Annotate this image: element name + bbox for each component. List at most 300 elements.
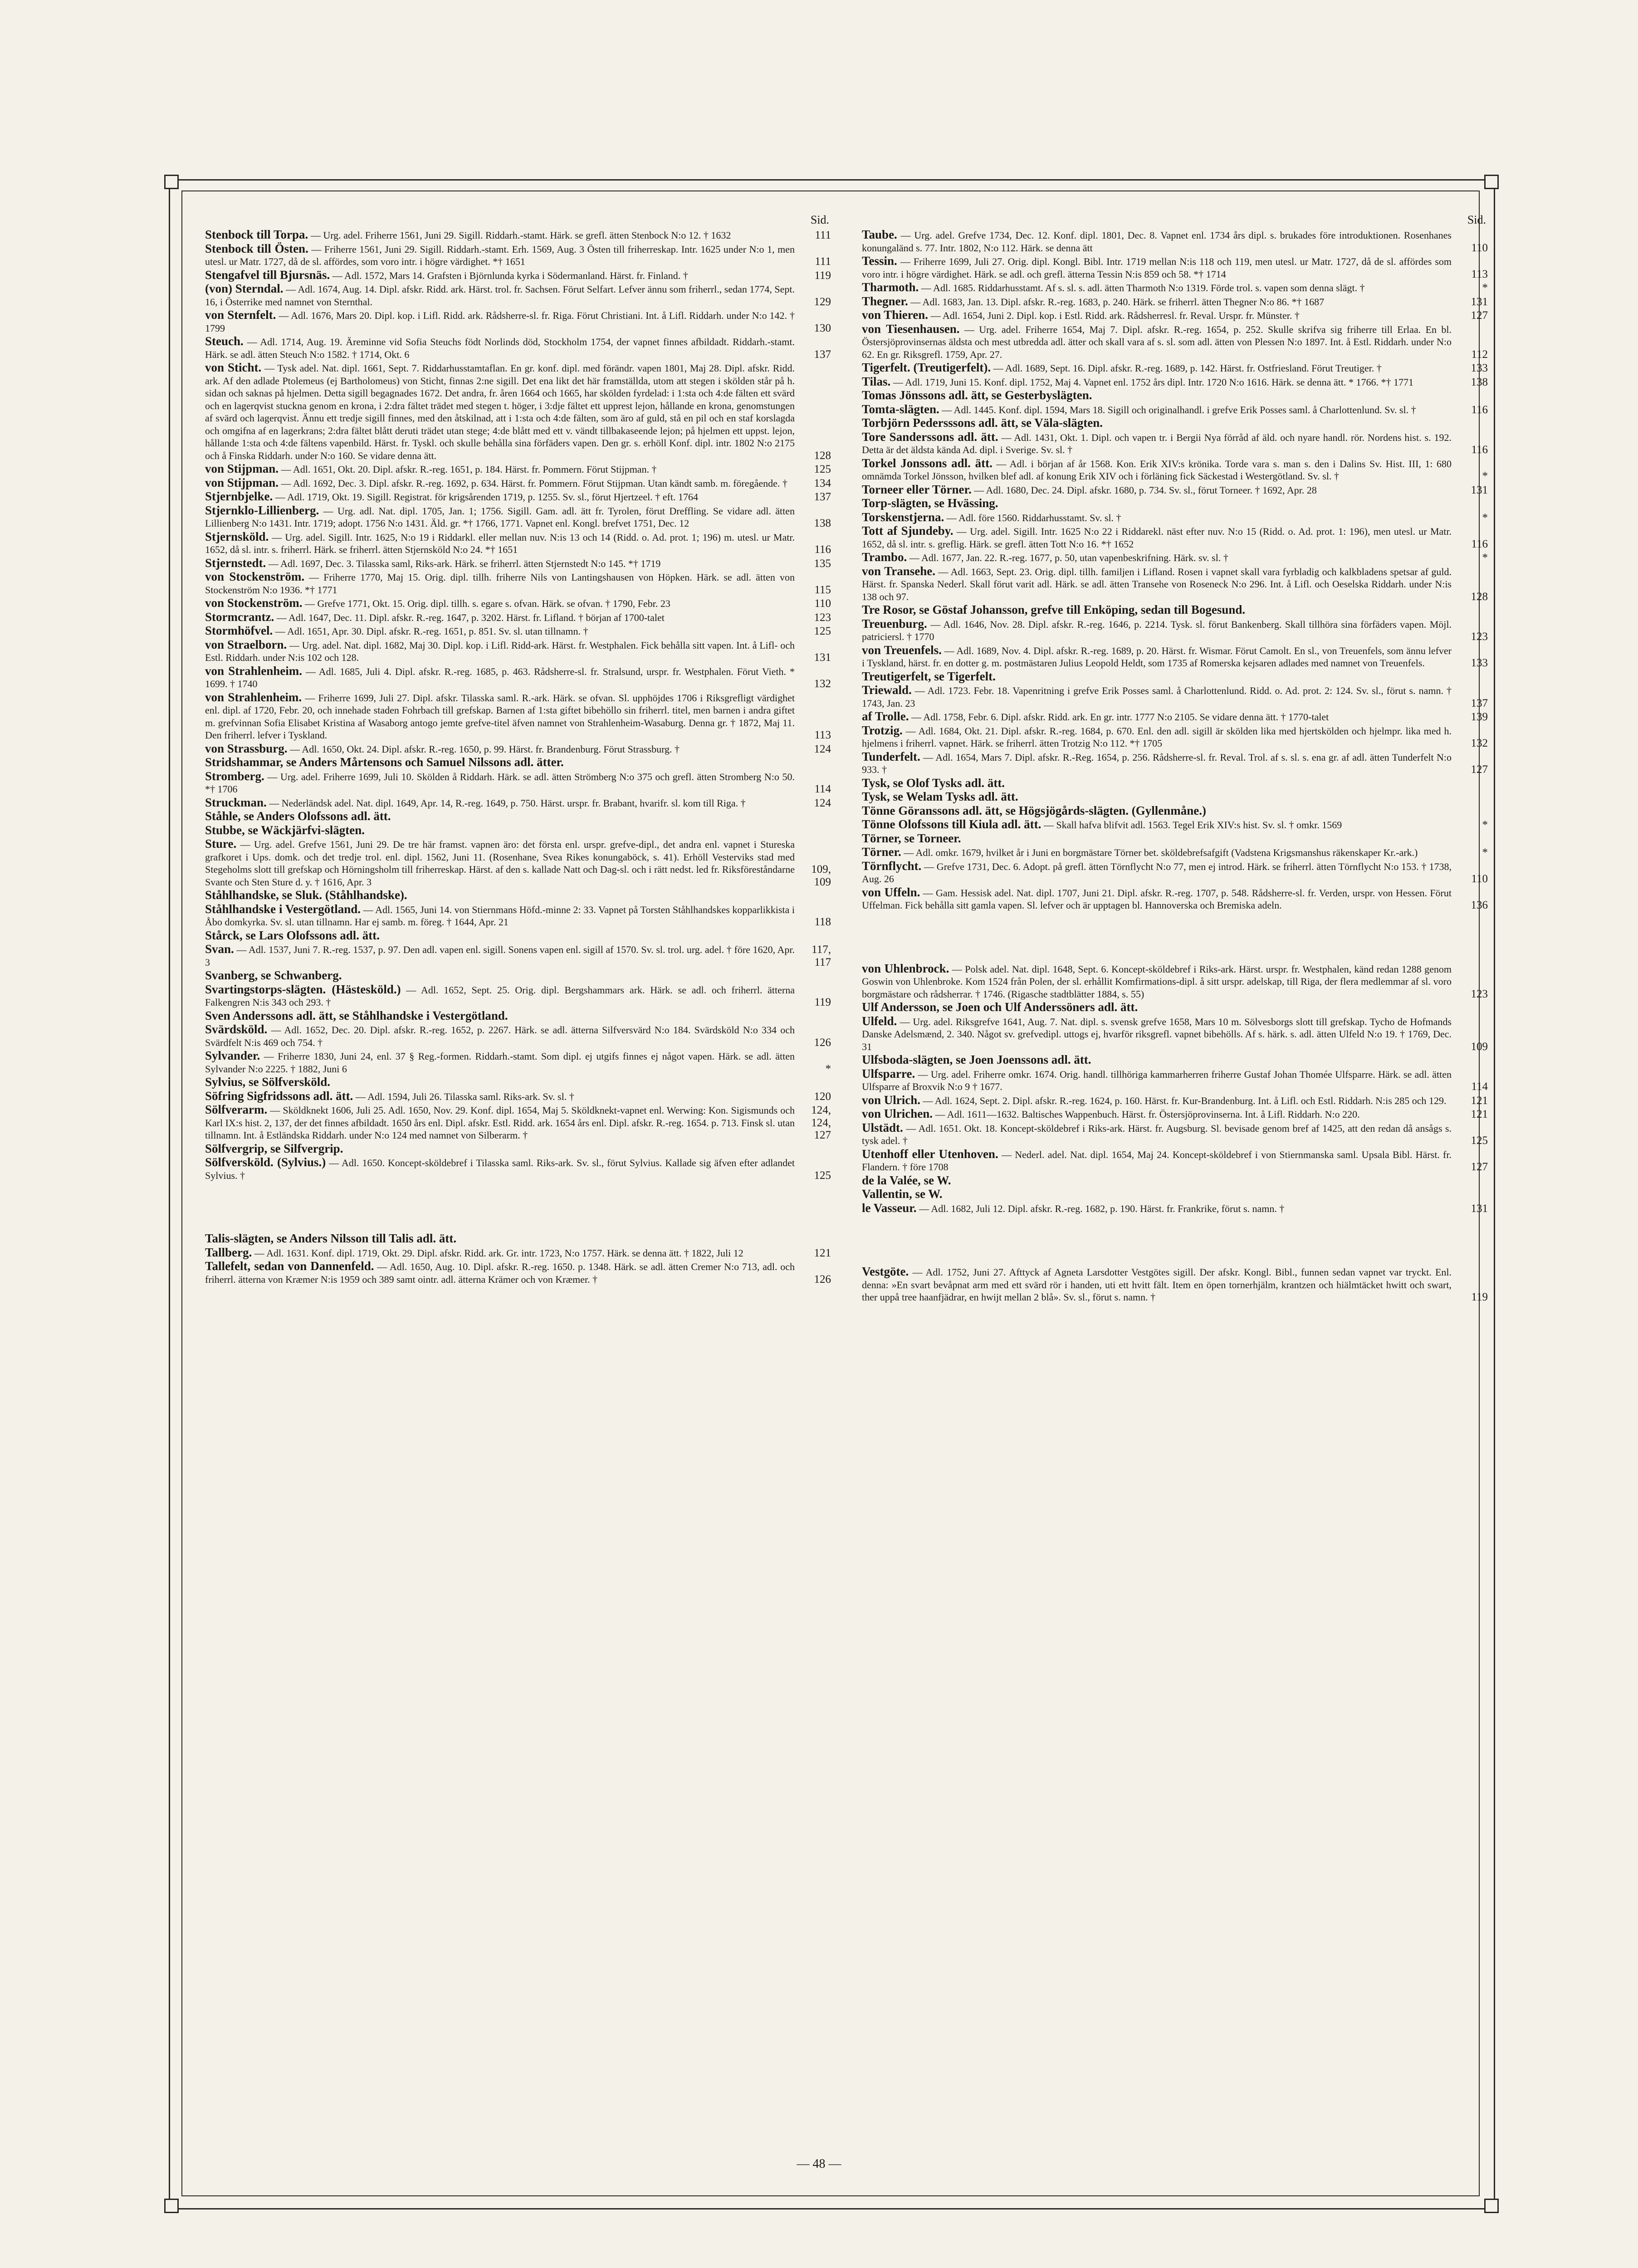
register-entry (862, 323, 1488, 361)
register-entry (862, 431, 1488, 456)
entry-name: Törner, se Torneer. (862, 831, 961, 845)
entry-description: — Skall hafva blifvit adl. 1563. Tegel Erik XIV:s hist. Sv. sl. † omkr. 1569 (1041, 819, 1342, 831)
entry-name: Tre Rosor, se Göstaf Johansson, grefve till Enköping, sedan till Bogesund. (862, 603, 1246, 616)
entry-page-ref: 109, 109 (811, 863, 831, 888)
entry-description: — Urg. adel. Friherre 1561, Juni 29. Sigill. Riddarh.-stamt. Härk. se grefl. ätten Stenbock N:o 12. † 1632 (308, 230, 731, 241)
entry-page-ref: * (1482, 282, 1488, 294)
entry-name: Stengafvel till Bjursnäs. (205, 268, 330, 282)
register-entry (205, 756, 831, 769)
entry-page-ref: 130 (814, 322, 831, 334)
register-entry (205, 611, 831, 624)
register-entry (862, 281, 1488, 294)
entry-name: Tunderfelt. (862, 749, 920, 763)
entry-description: — Polsk adel. Nat. dipl. 1648, Sept. 6. Koncept-sköldebref i Riks-ark. Härst. urspr. fr. Westphalen, känd redan 1288 genom Goswin von Uhlenbroke. Kom 1524 från Polen, der sl. erhållit Komfirmations-dipl. å sitt urspr. adelskap, till Riga, der flera medlemmar af sl. voro borgmästare och rådsherrar. † 1746. (Rigasche stadtblätter 1884, s. 55) (862, 963, 1452, 1000)
register-entry (205, 243, 831, 268)
entry-description: — Urg. adel. Sigill. Intr. 1625, N:o 19 i Riddarkl. eller mellan nuv. N:is 13 och 14 (Ridd. o. Ad. prot. 1; 196) m. utesl. ur Matr. 1652, då sl. intr. s. friherrl. Härk. se friherrl. ätten Stjernsköld N:o 24. *† 1651 (205, 531, 795, 555)
entry-name: Ulfeld. (862, 1014, 897, 1028)
register-entry (205, 665, 831, 690)
entry-description: — Adl. 1683, Jan. 13. Dipl. afskr. R.-reg. 1683, p. 240. Härk. se friherrl. ätten Thegner N:o 86. *† 1687 (908, 296, 1325, 308)
entry-page-ref: 124 (814, 743, 831, 755)
entry-page-ref: 116 (814, 543, 831, 556)
entry-name: af Trolle. (862, 709, 909, 723)
register-entry (205, 969, 831, 982)
register-entry (205, 1143, 831, 1156)
entry-page-ref: 119 (1471, 1291, 1488, 1303)
entry-page-ref: 113 (1471, 268, 1488, 280)
register-entry (205, 639, 831, 664)
entry-page-ref: 125 (1471, 1134, 1488, 1147)
entry-description: — Adl. 1631. Konf. dipl. 1719, Okt. 29. Dipl. afskr. Ridd. ark. Gr. intr. 1723, N:o 1757. Härk. se denna ätt. † 1822, Juli 12 (252, 1247, 743, 1259)
entry-description: — Adl. 1651, Apr. 30. Dipl. afskr. R.-reg. 1651, p. 851. Sv. sl. utan tillnamn. † (273, 626, 588, 637)
entry-description: — Urg. adel. Grefve 1561, Juni 29. De tre här framst. vapnen äro: det första enl. urspr. grefve-dipl., det andra enl. vapnet i Stureska grafkoret i Ups. domk. och det tredje trol. enl. dipl. 1562, Juni 11. (Rosenhane, Svea Rikes konungaböck, s. 41). Erhöll Vesterviks stad med Stegeholms slott till grefskap och Hörningsholm till friherreskap. Härst. af den s. kallade Natt och Dag-sl. och i rätt nedst. led fr. Riksföreståndarne Svante och Sten Sture d. y. † 1616, Apr. 3 (205, 839, 795, 888)
entry-name: Ståhlhandske i Vestergötland. (205, 902, 361, 916)
register-entry (862, 805, 1488, 818)
register-entry (862, 1188, 1488, 1201)
register-entry (205, 309, 831, 334)
register-entry (205, 362, 831, 462)
entry-page-ref: 131 (1471, 1202, 1488, 1215)
entry-name: Stjernstedt. (205, 556, 266, 570)
entry-page-ref: 131 (1471, 484, 1488, 496)
entry-page-ref: 127 (1471, 1161, 1488, 1173)
register-entry (205, 269, 831, 282)
entry-name: von Ulrich. (862, 1093, 921, 1107)
entry-name: von Uffeln. (862, 885, 920, 899)
register-entry (862, 791, 1488, 804)
entry-description: — Adl. 1674, Aug. 14. Dipl. afskr. Ridd. ark. Härst. trol. fr. Sachsen. Förut Selfart. Lefver ännu som friherrl., sedan 1774, Sept. 16, i Österrike med namnet von Sternthal. (205, 284, 795, 308)
entry-description: — Adl. 1611—1632. Baltisches Wappenbuch. Härst. fr. Östersjöprovinserna. Int. å Lifl. Riddarh. N:o 220. (933, 1109, 1360, 1120)
register-entry (205, 531, 831, 556)
entry-page-ref: 133 (1471, 362, 1488, 374)
entry-name: Stjernklo-Lillienberg. (205, 503, 319, 517)
entry-name: Talis-slägten, se Anders Nilsson till Talis adl. ätt. (205, 1232, 457, 1245)
entry-page-ref: 128 (814, 449, 831, 462)
register-entry (862, 818, 1488, 831)
register-entry (862, 511, 1488, 524)
entry-name: Trambo. (862, 550, 907, 564)
entry-name: Svan. (205, 942, 234, 956)
register-entry (862, 1054, 1488, 1067)
register-entry (862, 1174, 1488, 1188)
register-entry (205, 229, 831, 242)
register-entry (862, 376, 1488, 389)
entry-name: Stormcrantz. (205, 610, 274, 624)
entry-name: Törnflycht. (862, 859, 922, 873)
entry-description: — Adl. 1652, Dec. 20. Dipl. afskr. R.-reg. 1652, p. 2267. Härk. se adl. ätterna Silfversvärd N:o 184. Svärdsköld N:o 334 och Svärdfelt N:is 469 och 754. † (205, 1024, 795, 1048)
entry-page-ref: * (825, 1062, 831, 1075)
entry-name: (von) Sterndal. (205, 282, 284, 295)
entry-name: Sven Anderssons adl. ätt, se Ståhlhandske i Vestergötland. (205, 1008, 508, 1022)
register-entry (205, 571, 831, 596)
entry-description: — Friherre 1699, Juli 27. Dipl. afskr. Tilasska saml. R.-ark. Härk. se ofvan. Sl. upphöjdes 1706 i Riksgrefligt värdighet enl. dipl. af 1720, Febr. 20, och innehade staden Fohrbach till grefskap. Barnen af 1:sta giftet bibehöllo sin friherrl. titel, men barnen i andra giftet m. grefvinnan Sofia Elisabet Kristina af Wasaborg antogo jemte grefve-titel äfven namnet von Strahlenheim-Wasaburg. Denna gr. † 1872, Maj 11. Den friherrl. lefver i Tyskland. (205, 692, 795, 741)
page-number: — 48 — (797, 2157, 841, 2171)
entry-description: — Gam. Hessisk adel. Nat. dipl. 1707, Juni 21. Dipl. afskr. R.-reg. 1707, p. 548. Rådsherre-sl. fr. Verden, urspr. von Hessen. Förut Uffelman. Fick behålla sitt gamla vapen. Sl. lefver och är upptagen bl. Hannoverska och Bremiska adeln. (862, 887, 1452, 911)
register-entry (205, 770, 831, 796)
register-entry (862, 389, 1488, 402)
entry-description: — Adl. i början af år 1568. Kon. Erik XIV:s krönika. Torde vara s. man s. den i Dalins Sv. Hist. III, 1: 680 omnämda Torkel Jönsson, hvilken blef adl. af konung Erik XIV och i förläning fick Säckestad i Westergötland. Sv. sl. † (862, 458, 1452, 482)
register-entry (205, 1260, 831, 1286)
entry-description: — Urg. adel. Nat. dipl. 1682, Maj 30. Dipl. kop. i Lifl. Ridd-ark. Härst. fr. Westphalen. Fick behålla sitt vapen. Int. å Lifl- och Estl. Riddarh. under N:is 102 och 128. (205, 639, 795, 663)
entry-name: Ståhlhandske, se Sluk. (Ståhlhandske). (205, 888, 407, 902)
register-entry (205, 335, 831, 361)
entry-list (862, 229, 1488, 1304)
entry-list (205, 229, 831, 1286)
entry-name: Vestgöte. (862, 1265, 909, 1278)
entry-name: Sylvius, se Sölfversköld. (205, 1075, 331, 1089)
entry-page-ref: 120 (814, 1090, 831, 1103)
entry-page-ref: 124, 124, 127 (811, 1104, 831, 1141)
entry-page-ref: 125 (814, 625, 831, 637)
register-entry (862, 684, 1488, 709)
register-entry (205, 490, 831, 503)
register-entry (205, 1090, 831, 1103)
entry-name: Stenbock till Torpa. (205, 228, 308, 241)
entry-name: Torneer eller Törner. (862, 482, 972, 496)
entry-page-ref: 118 (814, 916, 831, 928)
entry-name: von Stijpman. (205, 475, 279, 489)
entry-name: Törner. (862, 845, 901, 859)
entry-name: von Ulrichen. (862, 1107, 933, 1120)
entry-name: Thegner. (862, 294, 908, 308)
register-entry (862, 618, 1488, 643)
entry-description: — Adl. 1697, Dec. 3. Tilasska saml, Riks-ark. Härk. se friherrl. ätten Stjernstedt N:o 145. *† 1719 (266, 557, 661, 569)
entry-name: Svärdsköld. (205, 1022, 268, 1036)
entry-page-ref: 119 (814, 269, 831, 282)
entry-name: Tysk, se Olof Tysks adl. ätt. (862, 776, 1005, 790)
entry-name: Tönne Olofssons till Kiula adl. ätt. (862, 817, 1041, 831)
entry-name: Tore Sanderssons adl. ätt. (862, 430, 998, 444)
entry-name: Torkel Jonssons adl. ätt. (862, 456, 993, 470)
register-entry (862, 1266, 1488, 1304)
entry-name: Tomas Jönssons adl. ätt, se Gesterbyslägten. (862, 388, 1092, 402)
register-entry (862, 497, 1488, 510)
frame-corner-ornament (1484, 2199, 1499, 2213)
entry-name: Steuch. (205, 334, 244, 348)
entry-name: von Strahlenheim. (205, 664, 302, 678)
register-entry (862, 229, 1488, 254)
entry-page-ref: 111 (815, 255, 831, 268)
entry-name: von Stockenström. (205, 596, 303, 610)
entry-name: Torskenstjerna. (862, 510, 944, 524)
entry-name: Ulf Andersson, se Joen och Ulf Anderssöners adl. ätt. (862, 1000, 1138, 1014)
entry-description: — Sköldknekt 1606, Juli 25. Adl. 1650, Nov. 29. Konf. dipl. 1654, Maj 5. Sköldknekt-vapnet enl. Werwing: Kon. Sigismunds och Karl IX:s hist. 2, 137, der det finnes afbildadt. 1650 års enl. Dipl. afskr. Estl. Ridd. ark. 1654 års enl. Dipl. afskr. R.-reg. 1654. p. 713. Finsk sl. utan tillnamn. Int. å Estländska Riddarh. under N:o 124 med namnet von Silberarm. † (205, 1105, 795, 1141)
register-entry (205, 743, 831, 756)
entry-name: Tilas. (862, 374, 891, 388)
entry-page-ref: 109 (1471, 1040, 1488, 1053)
entry-name: Ulstädt. (862, 1120, 903, 1134)
register-entry (862, 886, 1488, 912)
entry-page-ref: 112 (1471, 348, 1488, 361)
entry-description: — Adl. 1594, Juli 26. Tilasska saml. Riks-ark. Sv. sl. † (353, 1090, 574, 1102)
register-entry (862, 604, 1488, 617)
register-entry (862, 724, 1488, 750)
register-entry (862, 1202, 1488, 1215)
entry-description: — Nederl. adel. Nat. dipl. 1654, Maj 24. Koncept-sköldebref i von Stiernmanska saml. Upsala Bibl. Härst. fr. Flandern. † före 1708 (862, 1149, 1452, 1173)
register-entry (862, 1068, 1488, 1093)
entry-description: — Adl. 1431, Okt. 1. Dipl. och vapen tr. i Bergii Nya förråd af äld. och nyare handl. rör. Nordens hist. s. 192. Detta är det äldsta kända Ad. dipl. i Sverige. Sv. sl. † (862, 431, 1452, 455)
register-entry (205, 838, 831, 888)
register-entry (862, 309, 1488, 322)
entry-name: Sylvander. (205, 1049, 260, 1062)
entry-page-ref: 139 (1471, 711, 1488, 723)
entry-name: Tessin. (862, 254, 897, 268)
entry-page-ref: * (1482, 846, 1488, 859)
entry-description: — Urg. adel. Friherre omkr. 1674. Orig. handl. tillhöriga kammarherren friherre Gustaf Johan Thomée Ulfsparre. Härk. se adl. ätten Ulfsparre af Broxvik N:o 9 † 1677. (862, 1068, 1452, 1092)
register-entry (205, 797, 831, 810)
entry-description: — Friherre 1830, Juni 24, enl. 37 § Reg.-formen. Riddarh.-stamt. Som dipl. ej utgifs finnes ej något vapen. Härk. se adl. ätten Sylvander N:o 2225. † 1882, Juni 6 (205, 1051, 795, 1075)
entry-name: von Straelborn. (205, 637, 287, 651)
entry-page-ref: 110 (1471, 873, 1488, 885)
register-entry (205, 1156, 831, 1182)
register-entry (862, 484, 1488, 497)
entry-page-ref: 124 (814, 797, 831, 809)
register-entry (862, 1122, 1488, 1147)
entry-name: Tallberg. (205, 1245, 252, 1259)
entry-description: — Adl. 1654, Mars 7. Dipl. afskr. R.-Reg. 1654, p. 256. Rådsherre-sl. fr. Reval. Trol. af s. sl. s. ena gr. af adl. ätten Tunderfelt N:o 933. † (862, 751, 1452, 775)
frame-corner-ornament (164, 175, 179, 189)
entry-description: — Adl. 1719, Juni 15. Konf. dipl. 1752, Maj 4. Vapnet enl. 1752 års dipl. Intr. 1720 N:o 1616. Härk. se denna ätt. * 1766. *† 1771 (890, 376, 1413, 388)
entry-page-ref: 137 (814, 348, 831, 361)
entry-description: — Urg. adel. Sigill. Intr. 1625 N:o 22 i Riddarekl. näst efter nuv. N:o 15 (Ridd. o. Ad. prot. 1: 196), men utesl. ur Matr. 1652, då sl. intr. s. greflig. Härk. se grefl. ätten Tott N:o 16. *† 1652 (862, 526, 1452, 550)
entry-description: — Adl. 1682, Juli 12. Dipl. afskr. R.-reg. 1682, p. 190. Härst. fr. Frankrike, förut s. namn. † (916, 1202, 1285, 1214)
entry-page-ref: 110 (814, 597, 831, 610)
entry-page-ref: 119 (814, 996, 831, 1008)
entry-name: von Uhlenbrock. (862, 961, 949, 975)
entry-description: — Urg. adel. Riksgrefve 1641, Aug. 7. Nat. dipl. s. svensk grefve 1658, Mars 10 m. Sölvesborgs slott till grefskap. Tycho de Hofmands Danske Adelsmænd, 2. 340. Något sv. grefvedipl. uttogs ej, hvarför riksgrefl. vapnet bibehölls. Af s. härk. s. adl. ätten Ulfeld N:o 19. † 1769, Dec. 31 (862, 1016, 1452, 1052)
entry-name: von Stockenström. (205, 570, 305, 583)
entry-page-ref: 134 (814, 477, 831, 489)
entry-name: Tomta-slägten. (862, 402, 939, 416)
entry-page-ref: * (1482, 470, 1488, 482)
entry-page-ref: 121 (1471, 1108, 1488, 1120)
entry-page-ref: 131 (1471, 295, 1488, 308)
sid-header: Sid. (810, 213, 829, 226)
entry-page-ref: 121 (1471, 1094, 1488, 1107)
entry-page-ref: 114 (1471, 1080, 1488, 1093)
entry-page-ref: 116 (1471, 538, 1488, 550)
register-entry (862, 1001, 1488, 1014)
register-entry (862, 777, 1488, 790)
entry-page-ref: 137 (1471, 697, 1488, 709)
entry-name: Tigerfelt. (Treutigerfelt). (862, 361, 991, 374)
entry-page-ref: 123 (1471, 631, 1488, 643)
entry-description: — Grefve 1771, Okt. 15. Orig. dipl. tillh. s. egare s. ofvan. Härk. se ofvan. † 1790, Febr. 23 (302, 598, 670, 609)
entry-description: — Adl. 1663, Sept. 23. Orig. dipl. tillh. familjen i Lifland. Rosen i vapnet skall vara fyrbladig och kalkbladens spetsar af guld. Härst. fr. Spanska Nederl. Skall förut varit adl. Härk. se adl. ätten Transehe von Roseneck N:o 296. Int. å Lifl. och Oeselska Riddarh. under N:is 138 och 97. (862, 566, 1452, 602)
register-entry (205, 1076, 831, 1089)
register-entry (205, 1050, 831, 1075)
entry-description: — Adl. 1689, Sept. 16. Dipl. afskr. R.-reg. 1689, p. 142. Härst. fr. Ostfriesland. Förut Treutiger. † (991, 362, 1382, 374)
entry-name: Tönne Göranssons adl. ätt, se Högsjögårds-slägten. (Gyllenmåne.) (862, 803, 1207, 817)
entry-page-ref: 137 (814, 491, 831, 503)
entry-name: Vallentin, se W. (862, 1187, 943, 1201)
entry-description: — Adl. före 1560. Riddarhusstamt. Sv. sl. † (944, 512, 1121, 523)
register-entry (862, 417, 1488, 430)
entry-name: Sölfvergrip, se Silfvergrip. (205, 1141, 343, 1155)
entry-description: — Adl. 1650, Aug. 10. Dipl. afskr. R.-reg. 1650. p. 1348. Härk. se adl. ätten Cremer N:o 713, adl. och friherrl. ätterna von Kræmer N:is 1959 och 389 samt ointr. adl. ätterna Krämer och von Kræmer. † (205, 1261, 795, 1285)
entry-description: — Friherre 1561, Juni 29. Sigill. Riddarh.-stamt. Erh. 1569, Aug. 3 Östen till friherreskap. Intr. 1625 under N:o 1, men utesl. ur Matr. 1727, då de sl. affördes, som voro intr. i högre värdighet. *† 1651 (205, 243, 795, 267)
entry-description: — Adl. omkr. 1679, hvilket år i Juni en borgmästare Törner bet. sköldebrefsafgift (Vadstena Krigsmanshus räkenskaper Kr.-ark.) (901, 847, 1418, 858)
frame-corner-ornament (164, 2199, 179, 2213)
register-entry (205, 1246, 831, 1260)
register-entry (205, 1104, 831, 1142)
entry-description: — Adl. 1723. Febr. 18. Vapenritning i grefve Erik Posses saml. å Charlottenlund. Ridd. o. Ad. prot. 2: 124. Sv. sl., förut s. namn. † 1743, Jan. 23 (862, 685, 1452, 709)
entry-page-ref: * (1482, 819, 1488, 831)
entry-description: — Adl. 1445. Konf. dipl. 1594, Mars 18. Sigill och originalhandl. i grefve Erik Posses saml. å Charlottenlund. Sv. sl. † (939, 404, 1416, 415)
register-entry (862, 710, 1488, 723)
entry-description: — Adl. 1650, Okt. 24. Dipl. afskr. R.-reg. 1650, p. 99. Härst. fr. Brandenburg. Förut Strassburg. † (287, 743, 680, 755)
register-entry (205, 283, 831, 308)
entry-description: — Adl. 1651, Okt. 20. Dipl. afskr. R.-reg. 1651, p. 184. Härst. fr. Pommern. Förut Stijpman. † (279, 464, 657, 475)
entry-page-ref: 115 (814, 583, 831, 596)
entry-name: Struckman. (205, 795, 267, 809)
register-entry (205, 557, 831, 570)
entry-name: von Sticht. (205, 361, 262, 374)
entry-name: de la Valée, se W. (862, 1173, 951, 1187)
entry-name: Stormhöfvel. (205, 624, 273, 637)
register-entry (205, 824, 831, 837)
register-entry (205, 625, 831, 638)
entry-page-ref: 131 (814, 651, 831, 664)
entry-name: von Transehe. (862, 564, 935, 578)
entry-description: — Tysk adel. Nat. dipl. 1661, Sept. 7. Riddarhusstamtaflan. En gr. konf. dipl. med förändr. vapen 1801, Maj 28. Dipl. afskr. Ridd. ark. Af den adlade Ptolemeus (ej Bartholomeus) von Sticht, finnas 2:ne sigill. Det ena likt det här framställda, utom att stegen i skölden står på h. sidan och saknas på hjelmen. Detta sigill begagnades 1672. Det andra, fr. åren 1664 och 1665, har skölden fyrdelad: i 1:sta och 4:de fälten ett svärd och en lagerqvist stuckna genom en krona, i 2:dra fältet trädet med stegen t. höger, i 3:dje fältet ett upprest lejon, hållande en krona, genomstungen af svärd och lagerqvist. Ännu ett tredje sigill finnes, med den åtskilnad, att i 1:sta och 4:de fälten, som äro af guld, stå en pil och en staf korslagda och omgifna af en lagerkrans; 2:dra fältet blått deruti trädet utan stege; 4:de blått med ett v. vändt tillbakaseende lejon; på hjelmen ett uppst. lejon, hållande 1:sta och 4:de fältens vapenbild. Härst. fr. Tyskl. och skulle behålla sina förfäders vapen. Den gr. s. erhöll Konf. dipl. intr. 1802 N:o 2175 och å Finska Riddarh. under N:o 160. Se vidare denna ätt. (205, 362, 795, 461)
entry-name: Stromberg. (205, 769, 264, 783)
entry-page-ref: 110 (1471, 241, 1488, 254)
entry-page-ref: 138 (1471, 376, 1488, 388)
entry-name: Utenhoff eller Utenhoven. (862, 1147, 998, 1161)
entry-name: Taube. (862, 228, 897, 241)
register-entry (862, 832, 1488, 846)
entry-description: — Urg. adel. Friherre 1654, Maj 7. Dipl. afskr. R.-reg. 1654, p. 252. Skulle skrifva sig friherre till Erlaa. En bl. Östersjöprovinsernas äldsta och mest utbredda adl. ätter och skall vara af s. sl. som adl. ätten von Plessen N:o 1897. Int. å Estl. Riddarh. under N:o 62. En gr. Riksgrefl. 1759, Apr. 27. (862, 323, 1452, 360)
entry-page-ref: 126 (814, 1273, 831, 1286)
entry-name: Sölfverarm. (205, 1103, 268, 1116)
entry-name: Torbjörn Pedersssons adl. ätt, se Väla-slägten. (862, 416, 1103, 430)
entry-name: Trotzig. (862, 723, 903, 737)
register-entry (862, 860, 1488, 885)
entry-page-ref: 116 (1471, 444, 1488, 456)
entry-description: — Adl. 1646, Nov. 28. Dipl. afskr. R.-reg. 1646, p. 2214. Tysk. sl. förut Bankenberg. Skall tillhöra sina förfäders vapen. Möjl. patriciersl. † 1770 (862, 618, 1452, 642)
register-entry (205, 463, 831, 476)
entry-name: von Stijpman. (205, 462, 279, 475)
entry-page-ref: * (1482, 552, 1488, 564)
entry-name: Svanberg, se Schwanberg. (205, 968, 342, 982)
entry-description: — Adl. 1654, Juni 2. Dipl. kop. i Estl. Ridd. ark. Rådsherresl. fr. Reval. Urspr. fr. Münster. † (928, 310, 1300, 321)
register-entry (862, 525, 1488, 550)
entry-name: Stridshammar, se Anders Mårtensons och Samuel Nilssons adl. ätter. (205, 755, 564, 769)
register-entry (862, 846, 1488, 859)
entry-page-ref: 121 (814, 1246, 831, 1259)
register-entry (862, 295, 1488, 308)
register-entry (862, 1108, 1488, 1121)
entry-page-ref: 138 (814, 517, 831, 529)
entry-description: — Adl. 1684, Okt. 21. Dipl. afskr. R.-reg. 1684, p. 670. Enl. den adl. sigill är skölden lika med hjertskölden och hjelmpr. lika med h. hjelmens i friherrl. vapnet. Härk. se friherrl. ätten Trotzig N:o 112. *† 1705 (862, 725, 1452, 749)
entry-description: — Adl. 1719, Okt. 19. Sigill. Registrat. för krigsårenden 1719, p. 1255. Sv. sl., förut Hjertzeel. † eft. 1764 (273, 491, 698, 503)
entry-page-ref: 116 (1471, 403, 1488, 416)
entry-name: Stårck, se Lars Olofssons adl. ätt. (205, 928, 380, 942)
register-entry (205, 929, 831, 943)
entry-description: — Adl. 1650. Koncept-sköldebref i Tilasska saml. Riks-ark. Sv. sl., förut Sylvius. Kallade sig äfven efter adlandet Sylvius. † (205, 1157, 795, 1181)
entry-description: — Urg. adel. Grefve 1734, Dec. 12. Konf. dipl. 1801, Dec. 8. Vapnet enl. 1734 års dipl. s. brukades före introduktionen. Rosenhanes konungaländ s. 77. Intr. 1802, N:o 112. Härk. se denna ätt (862, 230, 1452, 254)
entry-name: Tott af Sjundeby. (862, 524, 953, 538)
register-entry (205, 983, 831, 1009)
entry-description: — Adl. 1714, Aug. 19. Äreminne vid Sofia Steuchs födt Norlinds död, Stockholm 1754, der vapnet finnes afbildadt. Riddarh.-stamt. Härk. se adl. ätten Steuch N:o 1582. † 1714, Okt. 6 (205, 336, 795, 360)
entry-page-ref: 114 (814, 783, 831, 795)
entry-description: — Adl. 1624, Sept. 2. Dipl. afskr. R.-reg. 1624, p. 160. Härst. fr. Kur-Brandenburg. Int. å Lifl. och Estl. Riddarh. N:is 285 och 129. (920, 1095, 1447, 1106)
entry-name: Svartingstorps-slägten. (Hästesköld.) (205, 982, 401, 996)
entry-name: Tysk, se Welam Tysks adl. ätt. (862, 790, 1018, 803)
register-entry (205, 1023, 831, 1049)
entry-page-ref: 123 (1471, 987, 1488, 1000)
entry-page-ref: 129 (814, 295, 831, 308)
register-entry (205, 903, 831, 929)
register-entry (205, 810, 831, 823)
entry-description: — Adl. 1692, Dec. 3. Dipl. afskr. R.-reg. 1692, p. 634. Härst. fr. Pommern. Förut Stijpman. Utan kändt samb. m. föregående. † (279, 477, 787, 489)
entry-page-ref: 117, 117 (812, 943, 831, 968)
entry-description: — Urg. adl. Nat. dipl. 1705, Jan. 1; 1756. Sigill. Gam. adl. ätt fr. Tyrolen, förut Dreffling. Se vidare adl. ätten Lillienberg N:o 1431. Intr. 1719; adopt. 1756 N:o 1431. Äld. gr. *† 1766, 1771. Vapnet enl. Kongl. brefvet 1751, Dec. 12 (205, 505, 795, 529)
register-entry (862, 255, 1488, 280)
register-entry (205, 1232, 831, 1246)
entry-page-ref: 127 (1471, 309, 1488, 322)
entry-page-ref: 128 (1471, 590, 1488, 603)
register-entry (862, 551, 1488, 564)
register-entry (862, 1148, 1488, 1173)
entry-description: — Friherre 1699, Juli 27. Orig. dipl. Kongl. Bibl. Intr. 1719 mellan N:is 118 och 119, men utesl. ur Matr. 1727, då de sl. affördes som voro intr. i högre värdighet. Härk. se adl. och grefl. ätterna Tessin N:is 859 och 58. *† 1714 (862, 256, 1452, 280)
entry-name: von Sternfelt. (205, 308, 276, 322)
entry-description: — Adl. 1565, Juni 14. von Stiernmans Höfd.-minne 2: 33. Vapnet på Torsten Ståhlhandskes kopparlikkista i Åbo domkyrka. Sv. sl. utan tillnamn. Har ej samb. m. föreg. † 1644, Apr. 21 (205, 904, 795, 928)
entry-description: — Adl. 1685, Juli 4. Dipl. afskr. R.-reg. 1685, p. 463. Rådsherre-sl. fr. Stralsund, urspr. fr. Westphalen. Förut Vieth. * 1699. † 1740 (205, 665, 795, 689)
register-entry (862, 670, 1488, 684)
entry-name: Torp-slägten, se Hvässing. (862, 496, 998, 510)
register-entry (862, 457, 1488, 483)
entry-description: — Adl. 1652, Sept. 25. Orig. dipl. Bergshammars ark. Härk. se adl. och friherrl. ätterna Falkengren N:is 343 och 293. † (205, 984, 795, 1008)
register-entry (205, 1010, 831, 1023)
entry-name: Ulfsparre. (862, 1066, 915, 1080)
entry-description: — Friherre 1770, Maj 15. Orig. dipl. tillh. friherre Nils von Lantingshausen von Höpken. Härk. se adl. ätten von Stockenström N:o 1936. *† 1771 (205, 572, 795, 596)
register-entry (862, 1015, 1488, 1053)
entry-description: — Adl. 1572, Mars 14. Grafsten i Björnlunda kyrka i Södermanland. Härst. fr. Finland. † (330, 269, 688, 281)
entry-page-ref: 125 (814, 463, 831, 475)
register-entry (205, 597, 831, 610)
entry-name: von Thieren. (862, 308, 929, 322)
entry-description: — Adl. 1676, Mars 20. Dipl. kop. i Lifl. Ridd. ark. Rådsherre-sl. fr. Riga. Förut Christiani. Int. å Lifl. Riddarh. under N:o 142. † 1799 (205, 310, 795, 334)
entry-page-ref: 135 (814, 557, 831, 570)
entry-name: von Strassburg. (205, 741, 288, 755)
entry-description: — Adl. 1677, Jan. 22. R.-reg. 1677, p. 50, utan vapenbeskrifning. Härk. sv. sl. † (907, 552, 1228, 563)
entry-name: Sture. (205, 837, 237, 850)
entry-name: Söfring Sigfridssons adl. ätt. (205, 1089, 353, 1103)
entry-name: von Treuenfels. (862, 643, 942, 657)
left-column (205, 213, 831, 1286)
entry-description: — Adl. 1537, Juni 7. R.-reg. 1537, p. 97. Den adl. vapen enl. sigill. Sonens vapen enl. sigill af 1570. Sv. sl. trol. urg. adel. † före 1620, Apr. 3 (205, 944, 795, 968)
entry-description: — Adl. 1758, Febr. 6. Dipl. afskr. Ridd. ark. En gr. intr. 1777 N:o 2105. Se vidare denna ätt. † 1770-talet (909, 711, 1329, 723)
entry-name: Stenbock till Östen. (205, 241, 308, 255)
entry-name: Ulfsboda-slägten, se Joen Joenssons adl. ätt. (862, 1053, 1091, 1066)
entry-page-ref: 127 (1471, 763, 1488, 776)
entry-name: Ståhle, se Anders Olofssons adl. ätt. (205, 809, 391, 823)
register-entry (862, 403, 1488, 416)
entry-description: — Adl. 1651. Okt. 18. Koncept-sköldebref i Riks-ark. Härst. fr. Augsburg. Sl. bevisade genom bref af 1425, att den redan då ansågs s. tysk adel. † (862, 1122, 1452, 1146)
register-entry (862, 963, 1488, 1001)
sid-header: Sid. (1467, 213, 1486, 226)
entry-page-ref: 125 (814, 1169, 831, 1182)
register-entry (862, 565, 1488, 603)
entry-name: von Tiesenhausen. (862, 322, 960, 336)
entry-description: — Adl. 1647, Dec. 11. Dipl. afskr. R.-reg. 1647, p. 3202. Härst. fr. Lifland. † början af 1700-talet (274, 611, 665, 623)
entry-description: — Adl. 1680, Dec. 24. Dipl. afskr. 1680, p. 734. Sv. sl., förut Torneer. † 1692, Apr. 28 (971, 484, 1317, 496)
entry-page-ref: * (1482, 511, 1488, 524)
right-column (862, 213, 1488, 1305)
entry-name: von Strahlenheim. (205, 690, 302, 704)
entry-page-ref: 123 (814, 611, 831, 624)
